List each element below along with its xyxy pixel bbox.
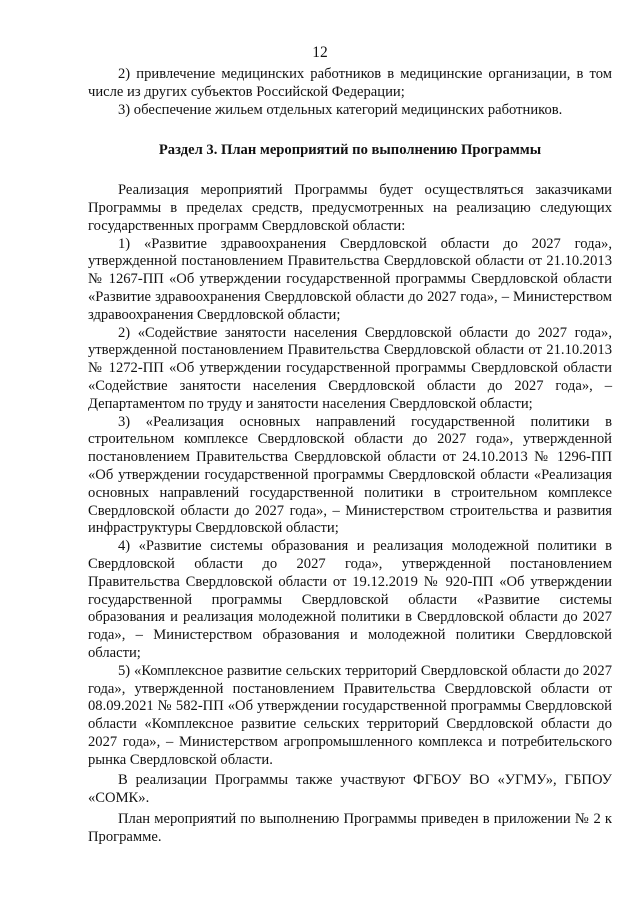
program-list-item: 5) «Комплексное развитие сельских территорий Свердловской области до 2027 года», утвержденной постановлением Правительства Свердловской области от 08.09.2021 № 582-ПП «Об утверждении государственной программы Свердловской области «Комплексное развитие сельских территорий Свердловской области до 2027 года», – Министерством агропромышленного комплекса и потребительского рынка Свердловской области. [88, 662, 612, 768]
intro-item: 3) обеспечение жильем отдельных категорий медицинских работников. [118, 101, 563, 118]
program-list-item: 1) «Развитие здравоохранения Свердловской области до 2027 года», утвержденной постановлением Правительства Свердловской области от 21.10.2013 № 1267-ПП «Об утверждении государственной программы Свердловской области «Развитие здравоохранения Свердловской области до 2027 года», – Министерством здравоохранения Свердловской области; [88, 235, 612, 323]
page-number: 12 [312, 44, 328, 61]
appendix-reference-paragraph: План мероприятий по выполнению Программы приведен в приложении № 2 к Программе. [88, 811, 612, 845]
document-body [88, 66, 612, 847]
intro-item: 2) привлечение медицинских работников в медицинские организации, в том числе из других субъектов Российской Федерации; [88, 66, 612, 100]
section-title: Раздел 3. План мероприятий по выполнению Программы [158, 142, 542, 159]
program-paragraph: Реализация мероприятий Программы будет осуществляться заказчиками Программы в пределах средств, предусмотренных на реализацию следующих государственных программ Свердловской области: [88, 182, 612, 234]
program-list-item: 4) «Развитие системы образования и реализация молодежной политики в Свердловской области до 2027 года», утвержденной постановлением Правительства Свердловской области от 19.12.2019 № 920-ПП «Об утверждении государственной программы Свердловской области «Развитие системы образования и реализация молодежной политики в Свердловской области до 2027 года», – Министерством образования и молодежной политики Свердловской области; [88, 538, 612, 661]
program-list-item: 3) «Реализация основных направлений государственной политики в строительном комплексе Свердловской области до 2027 года», утвержденной постановлением Правительства Свердловской области от 24.10.2013 № 1296-ПП «Об утверждении государственной программы Свердловской области «Реализация основных направлений государственной политики в строительном комплексе Свердловской области до 2027 года», – Министерством строительства и развития инфраструктуры Свердловской области; [88, 413, 612, 537]
program-list-item: 2) «Содействие занятости населения Свердловской области до 2027 года», утвержденной постановлением Правительства Свердловской области от 21.10.2013 № 1272-ПП «Об утверждении государственной программы Свердловской области «Содействие занятости населения Свердловской области до 2027 года», – Департаментом по труду и занятости населения Свердловской области; [88, 324, 612, 412]
participants-paragraph: В реализации Программы также участвуют ФГБОУ ВО «УГМУ», ГБПОУ «СОМК». [88, 772, 612, 807]
